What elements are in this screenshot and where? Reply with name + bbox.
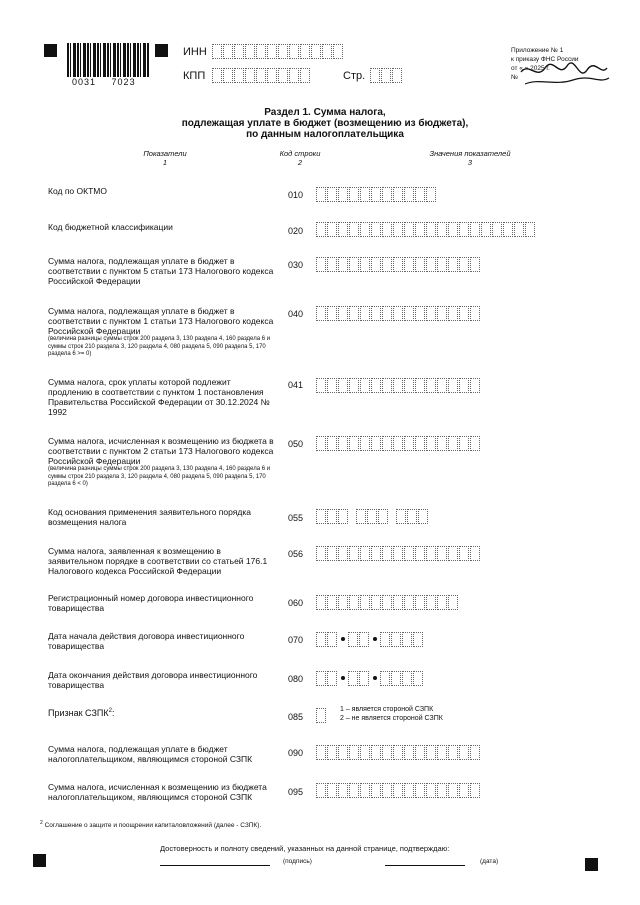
char-cell[interactable] xyxy=(360,187,370,202)
char-cell[interactable] xyxy=(359,671,369,686)
row-label-040 xyxy=(48,306,276,359)
date-separator-dot xyxy=(341,676,345,680)
char-cell[interactable] xyxy=(316,546,326,561)
char-cell[interactable] xyxy=(348,671,358,686)
column-header-indicators xyxy=(120,149,210,167)
char-cell[interactable] xyxy=(393,378,403,393)
column-code-label: Код строки xyxy=(279,149,321,158)
char-cell[interactable] xyxy=(470,783,480,798)
kpp-label: КПП xyxy=(183,70,206,82)
char-cell[interactable] xyxy=(402,632,412,647)
row-label-080: Дата окончания действия договора инвестиционного товарищества xyxy=(48,670,258,690)
kpp-field[interactable] xyxy=(212,68,311,83)
field-030[interactable] xyxy=(316,257,481,272)
char-cell[interactable] xyxy=(448,595,458,610)
char-cell[interactable] xyxy=(437,222,447,237)
char-cell[interactable] xyxy=(404,745,414,760)
char-cell[interactable] xyxy=(316,187,326,202)
char-cell[interactable] xyxy=(413,671,423,686)
char-cell[interactable] xyxy=(393,222,403,237)
char-cell[interactable] xyxy=(448,436,458,451)
char-cell[interactable] xyxy=(360,257,370,272)
row-label-095: Сумма налога, исчисленная к возмещению из бюджета налогоплательщиком, являющимся стороной СЗПК xyxy=(48,782,267,802)
char-cell[interactable] xyxy=(382,595,392,610)
char-cell[interactable] xyxy=(503,222,513,237)
row-label-060: Регистрационный номер договора инвестиционного товарищества xyxy=(48,593,254,613)
column-indicators-number: 1 xyxy=(162,158,168,167)
section-title-line-3: по данным налогоплательщика xyxy=(246,129,404,140)
char-cell[interactable] xyxy=(382,546,392,561)
row-code-095: 095 xyxy=(288,787,304,797)
field-090[interactable] xyxy=(316,745,481,760)
char-cell[interactable] xyxy=(393,745,403,760)
char-cell[interactable] xyxy=(371,378,381,393)
szpk-option-1: 1 – является стороной СЗПК xyxy=(340,706,434,713)
char-cell[interactable] xyxy=(382,378,392,393)
row-code-080: 080 xyxy=(288,674,304,684)
handwritten-signature xyxy=(515,58,611,88)
column-code-number: 2 xyxy=(297,158,303,167)
row-code-056: 056 xyxy=(288,549,304,559)
char-cell[interactable] xyxy=(327,632,337,647)
char-cell[interactable] xyxy=(415,378,425,393)
szpk-footnote-ref: 2 xyxy=(108,708,112,714)
char-cell[interactable] xyxy=(415,257,425,272)
row-label-050 xyxy=(48,436,276,489)
char-cell[interactable] xyxy=(415,595,425,610)
row-label-070: Дата начала действия договора инвестиционного товарищества xyxy=(48,631,245,651)
char-cell[interactable] xyxy=(404,595,414,610)
char-cell[interactable] xyxy=(404,306,414,321)
char-cell[interactable] xyxy=(426,222,436,237)
char-cell[interactable] xyxy=(278,44,288,59)
char-cell[interactable] xyxy=(371,546,381,561)
char-cell[interactable] xyxy=(338,378,348,393)
char-cell[interactable] xyxy=(327,509,337,524)
char-cell[interactable] xyxy=(426,436,436,451)
char-cell[interactable] xyxy=(470,222,480,237)
char-cell[interactable] xyxy=(459,436,469,451)
char-cell[interactable] xyxy=(404,546,414,561)
char-cell[interactable] xyxy=(393,783,403,798)
char-cell[interactable] xyxy=(393,306,403,321)
field-010[interactable] xyxy=(316,187,437,202)
szpk-options xyxy=(340,705,443,723)
barcode-digits-1: 0031 xyxy=(72,77,97,87)
char-cell[interactable] xyxy=(437,595,447,610)
char-cell[interactable] xyxy=(327,671,337,686)
char-cell[interactable] xyxy=(448,222,458,237)
char-cell[interactable] xyxy=(371,306,381,321)
char-cell[interactable] xyxy=(448,257,458,272)
row-040-sub: (величина разницы суммы строк 200 раздела 3, 130 раздела 4, 160 раздела 6 и суммы строк 210 раздела 3, 120 раздела 4, 080 раздела 5, 090 раздела 5, 170 раздела 6 >= 0) xyxy=(48,336,271,357)
field-020[interactable] xyxy=(316,222,536,237)
char-cell[interactable] xyxy=(327,595,337,610)
char-cell[interactable] xyxy=(371,222,381,237)
char-cell[interactable] xyxy=(256,68,266,83)
corner-marker-bottom-right xyxy=(585,858,598,871)
row-code-060: 060 xyxy=(288,598,304,608)
column-header-values xyxy=(415,149,525,167)
char-cell[interactable] xyxy=(415,546,425,561)
char-cell[interactable] xyxy=(393,187,403,202)
char-cell[interactable] xyxy=(382,306,392,321)
szpk-label: Признак СЗПК xyxy=(48,708,109,718)
char-cell[interactable] xyxy=(327,745,337,760)
char-cell[interactable] xyxy=(481,222,491,237)
char-cell[interactable] xyxy=(327,187,337,202)
char-cell[interactable] xyxy=(212,44,222,59)
char-cell[interactable] xyxy=(349,378,359,393)
char-cell[interactable] xyxy=(402,671,412,686)
char-cell[interactable] xyxy=(338,187,348,202)
barcode xyxy=(67,43,149,77)
char-cell[interactable] xyxy=(234,68,244,83)
row-label-085 xyxy=(48,706,276,718)
char-cell[interactable] xyxy=(212,68,222,83)
char-cell[interactable] xyxy=(415,187,425,202)
char-cell[interactable] xyxy=(223,68,233,83)
char-cell[interactable] xyxy=(349,546,359,561)
char-cell[interactable] xyxy=(382,783,392,798)
char-cell[interactable] xyxy=(289,68,299,83)
footnote-number: 2 xyxy=(40,820,43,826)
char-cell[interactable] xyxy=(316,671,326,686)
char-cell[interactable] xyxy=(470,745,480,760)
row-050-main: Сумма налога, исчисленная к возмещению из бюджета в соответствии с пунктом 2 статьи 173 Налогового кодекса Российской Федерации xyxy=(48,436,274,466)
char-cell[interactable] xyxy=(514,222,524,237)
column-values-number: 3 xyxy=(467,158,473,167)
section-title-line-1: Раздел 1. Сумма налога, xyxy=(264,107,386,118)
char-cell[interactable] xyxy=(327,546,337,561)
char-cell[interactable] xyxy=(382,257,392,272)
char-cell[interactable] xyxy=(338,257,348,272)
char-cell[interactable] xyxy=(393,436,403,451)
char-cell[interactable] xyxy=(256,44,266,59)
char-cell[interactable] xyxy=(316,595,326,610)
char-cell[interactable] xyxy=(371,436,381,451)
char-cell[interactable] xyxy=(371,595,381,610)
inn-label: ИНН xyxy=(183,46,207,58)
char-cell[interactable] xyxy=(349,222,359,237)
char-cell[interactable] xyxy=(367,509,377,524)
char-cell[interactable] xyxy=(378,509,388,524)
char-cell[interactable] xyxy=(448,306,458,321)
row-code-020: 020 xyxy=(288,226,304,236)
char-cell[interactable] xyxy=(338,222,348,237)
char-cell[interactable] xyxy=(426,378,436,393)
char-cell[interactable] xyxy=(437,546,447,561)
char-cell[interactable] xyxy=(316,509,326,524)
char-cell[interactable] xyxy=(289,44,299,59)
field-040[interactable] xyxy=(316,306,481,321)
char-cell[interactable] xyxy=(525,222,535,237)
char-cell[interactable] xyxy=(360,783,370,798)
char-cell[interactable] xyxy=(492,222,502,237)
char-cell[interactable] xyxy=(300,44,310,59)
char-cell[interactable] xyxy=(459,222,469,237)
char-cell[interactable] xyxy=(404,783,414,798)
char-cell[interactable] xyxy=(338,436,348,451)
column-header-code xyxy=(265,149,335,167)
row-040-main: Сумма налога, подлежащая уплате в бюджет в соответствии с пунктом 1 статьи 173 Налогового кодекса Российской Федерации xyxy=(48,306,274,336)
char-cell[interactable] xyxy=(360,436,370,451)
row-label-020: Код бюджетной классификации xyxy=(48,222,173,232)
char-cell[interactable] xyxy=(404,222,414,237)
char-cell[interactable] xyxy=(470,306,480,321)
column-indicators-label: Показатели xyxy=(143,149,187,158)
char-cell[interactable] xyxy=(316,257,326,272)
date-separator-dot xyxy=(373,637,377,641)
barcode-number xyxy=(72,77,148,87)
char-cell[interactable] xyxy=(333,44,343,59)
char-cell[interactable] xyxy=(316,632,326,647)
char-cell[interactable] xyxy=(459,745,469,760)
corner-marker-top-left xyxy=(44,44,57,57)
char-cell[interactable] xyxy=(349,595,359,610)
char-cell[interactable] xyxy=(278,68,288,83)
row-code-050: 050 xyxy=(288,439,304,449)
field-055[interactable] xyxy=(316,509,429,524)
char-cell[interactable] xyxy=(371,187,381,202)
char-cell[interactable] xyxy=(418,509,428,524)
row-label-056: Сумма налога, заявленная к возмещению в заявительном порядке в соответствии со статьей 176.1 Налогового кодекса Российской Федерации xyxy=(48,546,268,576)
char-cell[interactable] xyxy=(382,745,392,760)
char-cell[interactable] xyxy=(391,671,401,686)
char-cell[interactable] xyxy=(349,257,359,272)
char-cell[interactable] xyxy=(470,436,480,451)
char-cell[interactable] xyxy=(415,306,425,321)
page-field[interactable] xyxy=(370,68,403,83)
char-cell[interactable] xyxy=(360,595,370,610)
char-cell[interactable] xyxy=(392,68,402,83)
char-cell[interactable] xyxy=(393,546,403,561)
annex-line-2: к приказу ФНС России xyxy=(511,56,579,63)
char-cell[interactable] xyxy=(327,222,337,237)
char-cell[interactable] xyxy=(300,68,310,83)
cell-gap xyxy=(389,509,396,524)
char-cell[interactable] xyxy=(437,306,447,321)
section-title xyxy=(150,107,500,140)
char-cell[interactable] xyxy=(470,378,480,393)
row-label-055: Код основания применения заявительного порядка возмещения налога xyxy=(48,507,251,527)
char-cell[interactable] xyxy=(380,671,390,686)
field-060[interactable] xyxy=(316,595,459,610)
char-cell[interactable] xyxy=(322,44,332,59)
char-cell[interactable] xyxy=(426,745,436,760)
char-cell[interactable] xyxy=(371,783,381,798)
char-cell[interactable] xyxy=(316,306,326,321)
char-cell[interactable] xyxy=(245,68,255,83)
column-values-label: Значения показателей xyxy=(429,149,511,158)
field-095[interactable] xyxy=(316,783,481,798)
char-cell[interactable] xyxy=(349,745,359,760)
char-cell[interactable] xyxy=(437,783,447,798)
annex-line-4: № xyxy=(511,74,518,81)
char-cell[interactable] xyxy=(245,44,255,59)
row-050-sub: (величина разницы суммы строк 200 раздела 3, 130 раздела 4, 160 раздела 6 и суммы строк 210 раздела 3, 120 раздела 4, 080 раздела 5, 090 раздела 5, 170 раздела 6 < 0) xyxy=(48,466,271,487)
char-cell[interactable] xyxy=(370,68,380,83)
szpk-colon: : xyxy=(111,708,115,718)
char-cell[interactable] xyxy=(311,44,321,59)
char-cell[interactable] xyxy=(338,783,348,798)
char-cell[interactable] xyxy=(437,378,447,393)
char-cell[interactable] xyxy=(470,257,480,272)
date-caption: (дата) xyxy=(480,858,499,865)
char-cell[interactable] xyxy=(415,745,425,760)
char-cell[interactable] xyxy=(413,632,423,647)
corner-marker-bottom-left xyxy=(33,854,46,867)
char-cell[interactable] xyxy=(470,546,480,561)
char-cell[interactable] xyxy=(426,595,436,610)
char-cell[interactable] xyxy=(316,378,326,393)
char-cell[interactable] xyxy=(356,509,366,524)
char-cell[interactable] xyxy=(396,509,406,524)
footnote-text: Соглашение о защите и поощрении капиталовложений (далее - СЗПК). xyxy=(44,822,262,830)
row-label-030: Сумма налога, подлежащая уплате в бюджет в соответствии с пунктом 5 статьи 173 Налогового кодекса Российской Федерации xyxy=(48,256,274,286)
char-cell[interactable] xyxy=(338,595,348,610)
row-code-085: 085 xyxy=(288,712,304,722)
char-cell[interactable] xyxy=(267,68,277,83)
char-cell[interactable] xyxy=(393,595,403,610)
char-cell[interactable] xyxy=(415,222,425,237)
char-cell[interactable] xyxy=(459,546,469,561)
annex-line-1: Приложение № 1 xyxy=(511,47,564,54)
char-cell[interactable] xyxy=(316,436,326,451)
char-cell[interactable] xyxy=(349,783,359,798)
char-cell[interactable] xyxy=(327,783,337,798)
date-separator-dot xyxy=(373,676,377,680)
char-cell[interactable] xyxy=(338,306,348,321)
field-056[interactable] xyxy=(316,546,481,561)
char-cell[interactable] xyxy=(448,546,458,561)
char-cell[interactable] xyxy=(327,306,337,321)
char-cell[interactable] xyxy=(382,187,392,202)
char-cell[interactable] xyxy=(371,745,381,760)
char-cell[interactable] xyxy=(459,257,469,272)
char-cell[interactable] xyxy=(360,378,370,393)
szpk-option-2: 2 – не является стороной СЗПК xyxy=(340,715,443,722)
char-cell[interactable] xyxy=(404,436,414,451)
char-cell[interactable] xyxy=(316,708,326,723)
row-code-030: 030 xyxy=(288,260,304,270)
char-cell[interactable] xyxy=(415,783,425,798)
char-cell[interactable] xyxy=(407,509,417,524)
char-cell[interactable] xyxy=(448,783,458,798)
char-cell[interactable] xyxy=(381,68,391,83)
char-cell[interactable] xyxy=(382,436,392,451)
char-cell[interactable] xyxy=(327,436,337,451)
char-cell[interactable] xyxy=(404,187,414,202)
char-cell[interactable] xyxy=(338,745,348,760)
row-code-055: 055 xyxy=(288,513,304,523)
field-041[interactable] xyxy=(316,378,481,393)
row-code-090: 090 xyxy=(288,748,304,758)
char-cell[interactable] xyxy=(426,306,436,321)
char-cell[interactable] xyxy=(327,378,337,393)
char-cell[interactable] xyxy=(360,546,370,561)
char-cell[interactable] xyxy=(393,257,403,272)
annex-line-3: от « » 2025 г. xyxy=(511,65,550,72)
char-cell[interactable] xyxy=(359,632,369,647)
inn-field[interactable] xyxy=(212,44,344,59)
corner-marker-top-mid xyxy=(155,44,168,57)
char-cell[interactable] xyxy=(316,222,326,237)
cell-gap xyxy=(349,509,356,524)
section-title-line-2: подлежащая уплате в бюджет (возмещению из бюджета), xyxy=(181,118,469,129)
field-080-date[interactable] xyxy=(316,671,424,686)
row-label-010: Код по ОКТМО xyxy=(48,186,107,196)
signature-caption: (подпись) xyxy=(283,858,312,865)
char-cell[interactable] xyxy=(267,44,277,59)
char-cell[interactable] xyxy=(234,44,244,59)
row-code-010: 010 xyxy=(288,190,304,200)
char-cell[interactable] xyxy=(437,257,447,272)
confirmation-text: Достоверность и полноту сведений, указанных на данной странице, подтверждаю: xyxy=(160,844,450,853)
row-code-040: 040 xyxy=(288,309,304,319)
page-label: Стр. xyxy=(343,70,366,82)
char-cell[interactable] xyxy=(459,306,469,321)
char-cell[interactable] xyxy=(371,257,381,272)
char-cell[interactable] xyxy=(360,222,370,237)
char-cell[interactable] xyxy=(459,783,469,798)
char-cell[interactable] xyxy=(360,745,370,760)
field-085[interactable] xyxy=(316,708,327,723)
char-cell[interactable] xyxy=(415,436,425,451)
char-cell[interactable] xyxy=(360,306,370,321)
char-cell[interactable] xyxy=(437,436,447,451)
char-cell[interactable] xyxy=(349,306,359,321)
char-cell[interactable] xyxy=(316,783,326,798)
char-cell[interactable] xyxy=(349,187,359,202)
char-cell[interactable] xyxy=(426,546,436,561)
char-cell[interactable] xyxy=(459,378,469,393)
char-cell[interactable] xyxy=(338,546,348,561)
date-separator-dot xyxy=(341,637,345,641)
char-cell[interactable] xyxy=(437,745,447,760)
row-code-041: 041 xyxy=(288,380,304,390)
footnote xyxy=(40,820,261,829)
char-cell[interactable] xyxy=(404,378,414,393)
char-cell[interactable] xyxy=(223,44,233,59)
field-050[interactable] xyxy=(316,436,481,451)
row-label-041: Сумма налога, срок уплаты которой подлежит продлению в соответствии с пунктом 1 постановления Правительства Российской Федерации от 30.12.2024 № 1992 xyxy=(48,377,270,417)
char-cell[interactable] xyxy=(448,378,458,393)
barcode-digits-2: 7023 xyxy=(111,77,136,87)
row-label-090: Сумма налога, подлежащая уплате в бюджет налогоплательщиком, являющимся стороной СЗПК xyxy=(48,744,253,764)
signature-line[interactable] xyxy=(160,865,270,866)
char-cell[interactable] xyxy=(426,187,436,202)
char-cell[interactable] xyxy=(327,257,337,272)
char-cell[interactable] xyxy=(380,632,390,647)
char-cell[interactable] xyxy=(426,257,436,272)
char-cell[interactable] xyxy=(316,745,326,760)
row-code-070: 070 xyxy=(288,635,304,645)
char-cell[interactable] xyxy=(448,745,458,760)
date-line[interactable] xyxy=(385,865,465,866)
char-cell[interactable] xyxy=(382,222,392,237)
char-cell[interactable] xyxy=(348,632,358,647)
char-cell[interactable] xyxy=(426,783,436,798)
char-cell[interactable] xyxy=(404,257,414,272)
field-070-date[interactable] xyxy=(316,632,424,647)
char-cell[interactable] xyxy=(349,436,359,451)
char-cell[interactable] xyxy=(391,632,401,647)
char-cell[interactable] xyxy=(338,509,348,524)
